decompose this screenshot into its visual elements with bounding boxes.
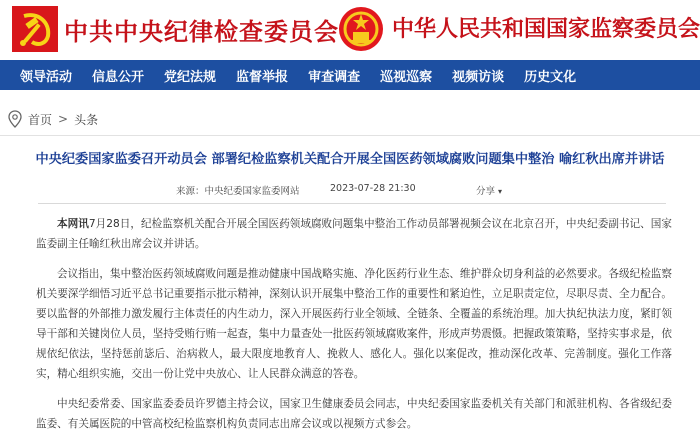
breadcrumb-home-link[interactable]: 首页: [28, 112, 53, 127]
article-source: 来源：中央纪委国家监委网站: [176, 186, 300, 197]
national-emblem-icon: [338, 6, 384, 52]
share-button[interactable]: [476, 183, 502, 197]
nav-item-video[interactable]: 视频访谈: [452, 69, 505, 85]
org-title-ccdi: 中共中央纪律检查委员会: [64, 17, 339, 46]
nav-item-regulations[interactable]: 党纪法规: [164, 69, 217, 85]
article-title: 中央纪委国家监委召开动员会 部署纪检监察机关配合开展全国医药领域腐败问题集中整治 喻红秋出席并讲话: [35, 152, 665, 167]
article-paragraph: 会议指出，集中整治医药领域腐败问题是推动健康中国战略实施、净化医药行业生态、维护群众切身利益的必然要求。各级纪检监察机关要深学细悟习近平总书记重要指示批示精神，深刻认识开展集中整治工作的重要性和紧迫性，立足职责定位，尽职尽责、全力配合。要以监督的外部推力激发履行主体责任的内生动力，深入开展医药行业全领域、全链条、全覆盖的系统治理。加大执纪执法力度，紧盯领导干部和关键岗位人员，坚持受贿行贿一起查，集中力量查处一批医药领域腐败案件，形成声势震慑。把握政策策略，坚持实事求是，依规依纪依法，坚持惩前毖后、治病救人，最大限度地教育人、挽救人、感化人。强化以案促改，推动深化改革、完善制度。强化工作落实，精心组织实施，交出一份让党中央放心、让人民群众满意的答卷。: [36, 268, 672, 380]
nav-item-disclosure[interactable]: 信息公开: [92, 69, 145, 85]
location-pin-icon: [8, 110, 22, 128]
site-header: [0, 0, 700, 60]
party-emblem-icon: [12, 6, 58, 52]
article-paragraph: [36, 214, 672, 254]
article-paragraph-text: 7月28日，纪检监察机关配合开展全国医药领域腐败问题集中整治工作动员部署视频会议在北京召开，中央纪委副书记、国家监委副主任喻红秋出席会议并讲话。: [36, 218, 673, 250]
breadcrumb-current[interactable]: 头条: [74, 112, 99, 127]
divider: [0, 135, 700, 136]
nav-item-investigation[interactable]: 审查调查: [308, 69, 361, 85]
article-time: 2023-07-28 21:30: [330, 183, 416, 194]
article-paragraph: 中央纪委常委、国家监委委员许罗德主持会议，国家卫生健康委员会同志，中央纪委国家监委机关有关部门和派驻机构、各省级纪委监委、有关属医院的中管高校纪检监察机构负责同志出席会议或以视频方式参会。: [36, 398, 672, 430]
nav-item-inspection[interactable]: 巡视巡察: [380, 69, 433, 85]
nav-item-report[interactable]: 监督举报: [236, 69, 289, 85]
chevron-down-icon: ▾: [498, 187, 503, 196]
article-body: [36, 214, 672, 444]
nav-item-leadership[interactable]: 领导活动: [20, 69, 73, 85]
breadcrumb-separator: >: [58, 112, 69, 126]
main-nav: [0, 60, 700, 90]
nav-item-history[interactable]: 历史文化: [524, 69, 577, 85]
share-label: 分享: [476, 186, 496, 197]
divider: [38, 203, 666, 204]
org-title-nsc: 中华人民共和国国家监察委员会: [392, 16, 700, 42]
article-lead-label: 本网讯: [57, 218, 89, 230]
breadcrumb: [8, 108, 98, 130]
article-meta: [0, 183, 700, 199]
